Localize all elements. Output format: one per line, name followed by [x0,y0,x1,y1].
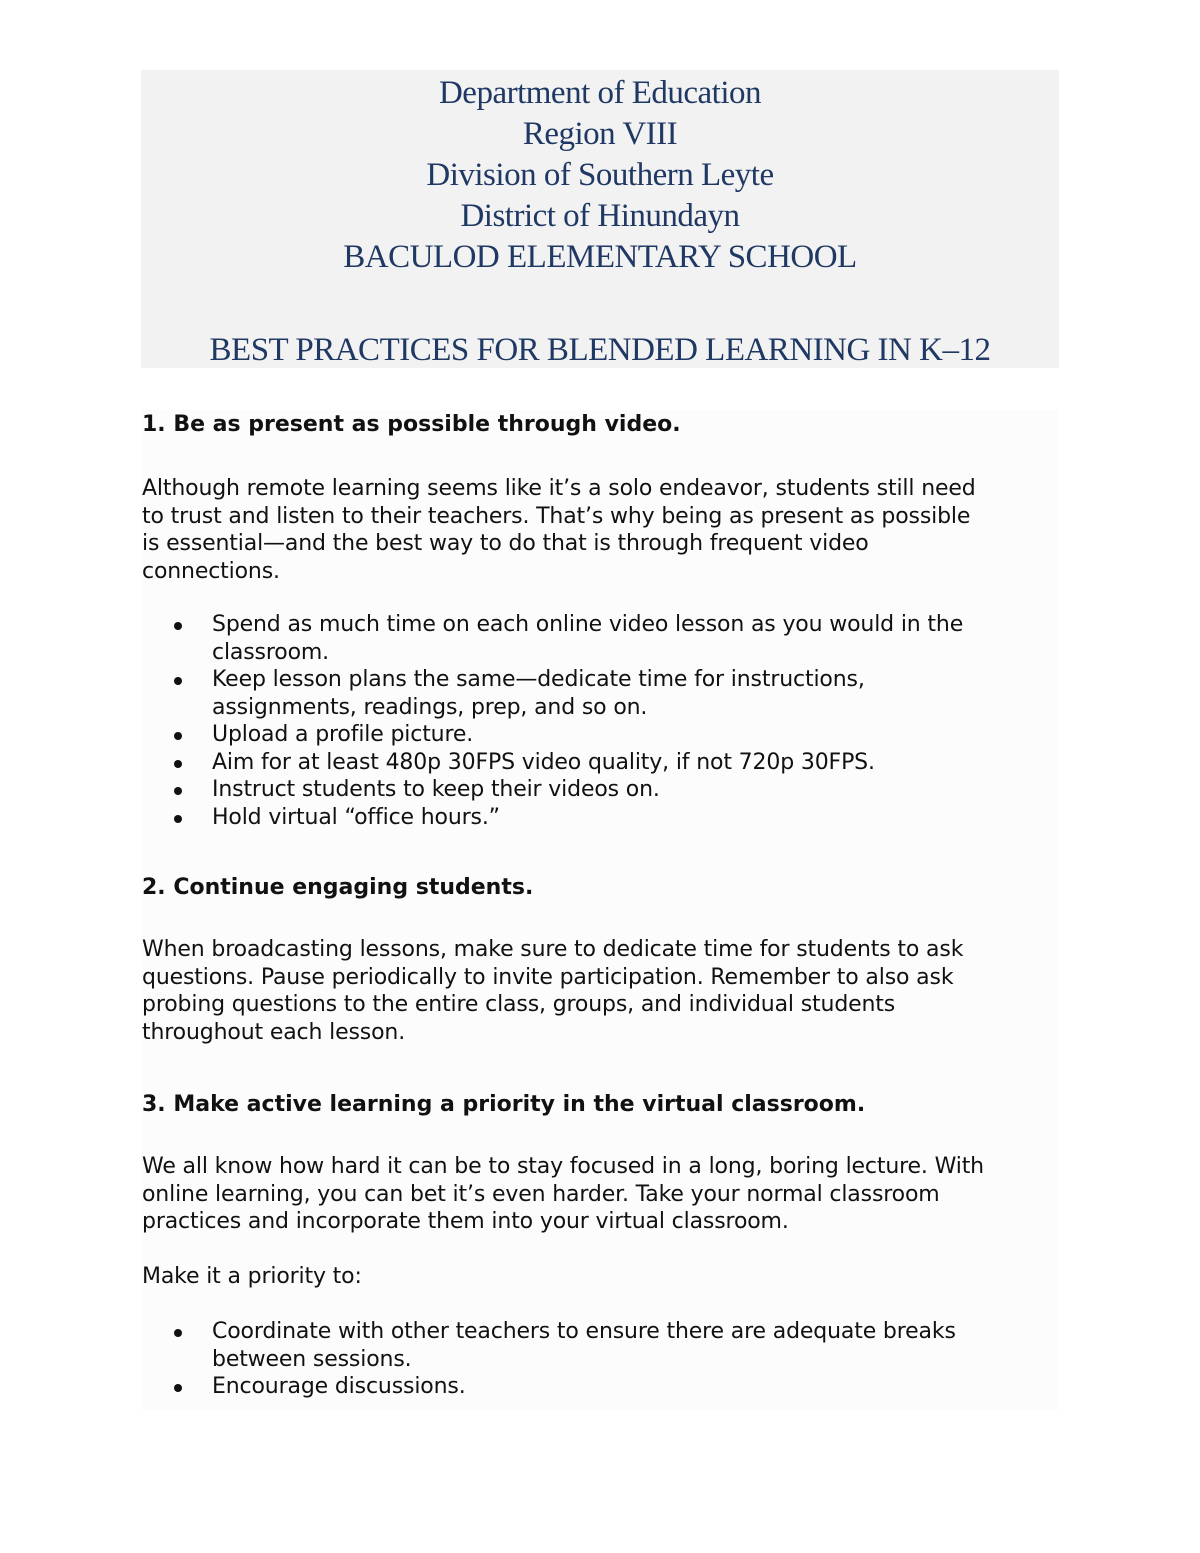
section-3-heading: 3. Make active learning a priority in the virtual classroom. [142,1092,866,1117]
section-1-bullet-list [142,611,1042,831]
bullet-icon [174,1329,182,1337]
list-item [142,666,1042,721]
header-division: Division of Southern Leyte [426,157,774,193]
list-item-text: Upload a profile picture. [212,722,474,747]
header-region: Region VIII [522,116,678,152]
section-3-paragraph: We all know how hard it can be to stay focused in a long, boring lecture. With online learning, you can bet it’s even harder. Take your normal classroom practices and incorporate them into your virtual classroom. [142,1154,984,1234]
section-3-bullet-list [142,1318,1042,1401]
list-item-text: Encourage discussions. [212,1374,466,1399]
bullet-icon [174,732,182,740]
bullet-icon [174,760,182,768]
bullet-icon [174,677,182,685]
list-item-text: Spend as much time on each online video lesson as you would in the classroom. [212,612,964,665]
list-item [142,804,1042,832]
header-school: BACULOD ELEMENTARY SCHOOL [343,239,857,275]
list-item-text: Hold virtual “office hours.” [212,804,500,830]
list-item [142,749,1042,777]
bullet-icon [174,1384,182,1392]
document-title: BEST PRACTICES FOR BLENDED LEARNING IN K–12 [209,332,991,368]
header-department: Department of Education [438,75,762,111]
list-item-text: Keep lesson plans the same—dedicate time for instructions, assignments, readings, prep, and so on. [212,667,865,720]
list-item [142,721,1042,749]
document-header [141,70,1059,368]
bullet-icon [174,787,182,795]
section-1-paragraph: Although remote learning seems like it’s a solo endeavor, students still need to trust and listen to their teachers. That’s why being as present as possible is essential—and the best way to do that is through frequent video connections. [142,476,976,584]
section-3-intro: Make it a priority to: [142,1264,362,1289]
list-item [142,1373,1042,1401]
list-item [142,611,1042,666]
bullet-icon [174,815,182,823]
section-2-heading: 2. Continue engaging students. [142,875,534,900]
section-1-heading: 1. Be as present as possible through video. [142,412,681,437]
header-district: District of Hinundayn [460,198,740,234]
bullet-icon [174,622,182,630]
list-item [142,776,1042,804]
section-2-paragraph: When broadcasting lessons, make sure to dedicate time for students to ask questions. Pause periodically to invite participation. Remember to also ask probing questions to the entire class, groups, and individual students throughout each lesson. [142,937,964,1045]
list-item-text: Aim for at least 480p 30FPS video quality, if not 720p 30FPS. [212,749,875,775]
list-item [142,1318,1042,1373]
list-item-text: Instruct students to keep their videos on. [212,777,660,802]
list-item-text: Coordinate with other teachers to ensure there are adequate breaks between sessions. [212,1319,956,1372]
